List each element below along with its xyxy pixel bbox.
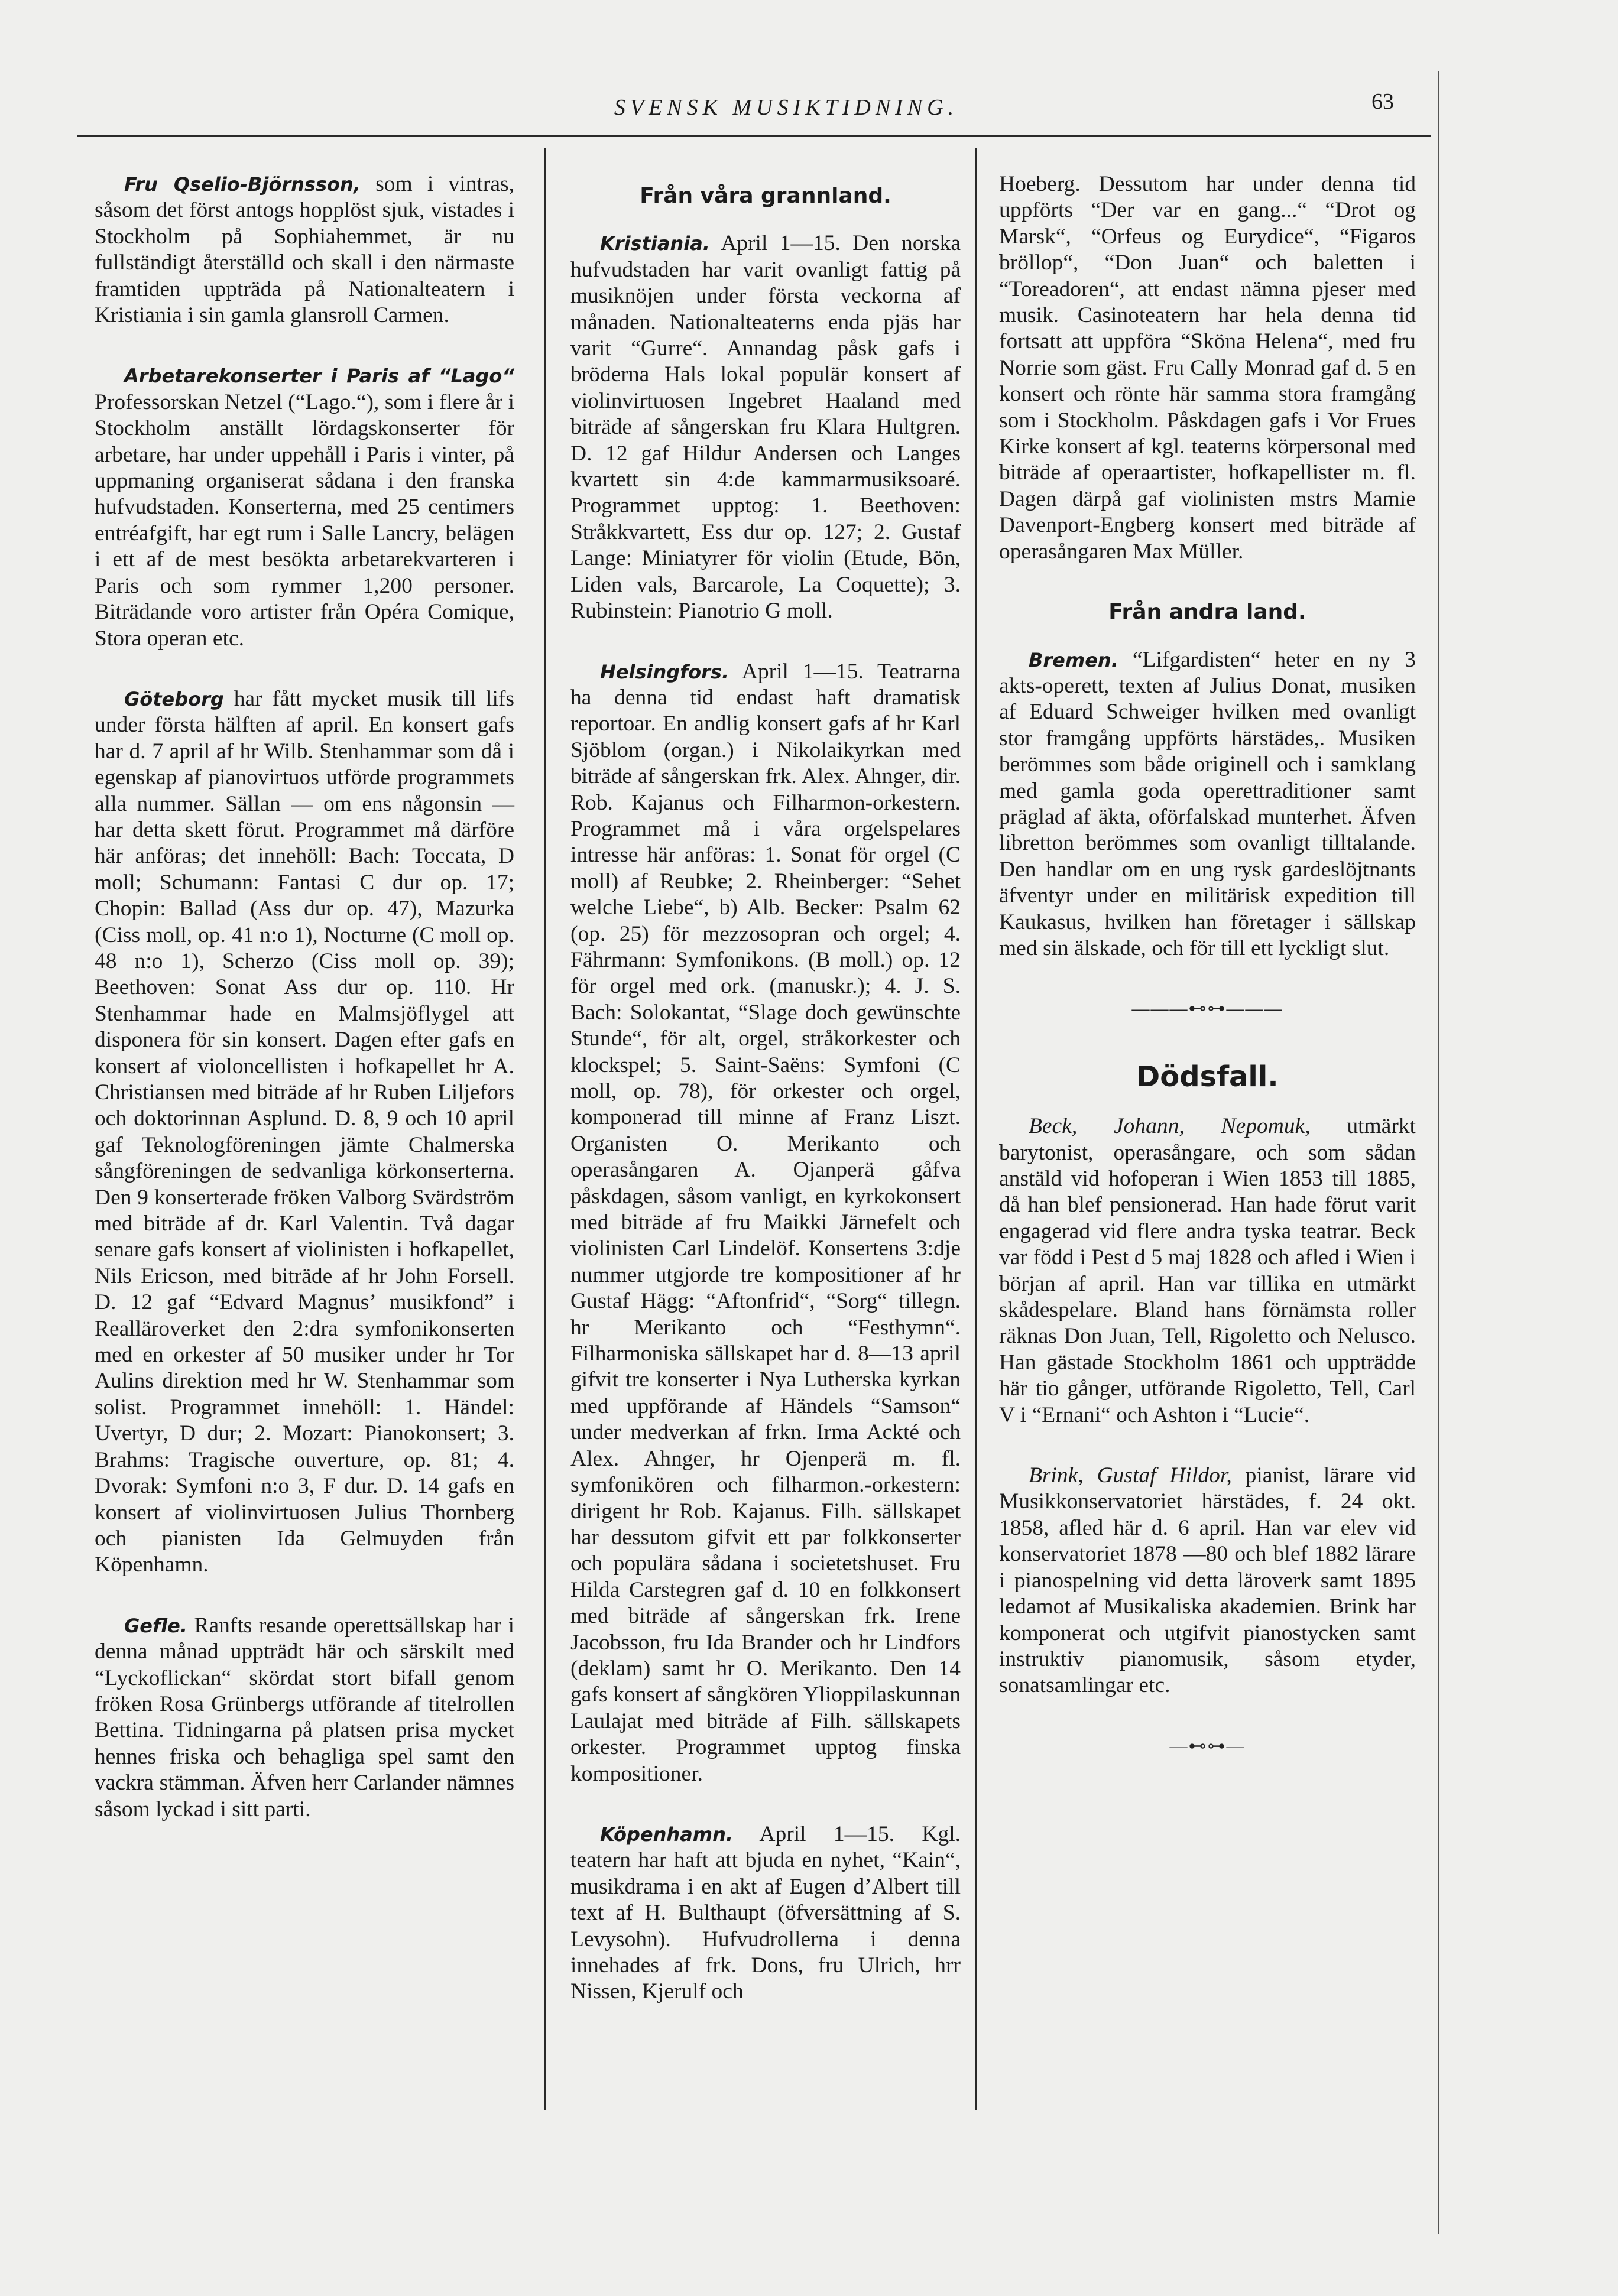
divider-ornament: ———⊷⊶——— (1131, 999, 1283, 1019)
obituary-name: Beck, Johann, Nepomuk, (1029, 1114, 1311, 1139)
obituary-beck (999, 1113, 1416, 1428)
section-heading-andra-land: Från andra land. (1108, 600, 1306, 625)
news-item-qselio (95, 171, 514, 329)
item-lead: Helsingfors. (600, 660, 729, 683)
item-lead: Arbetarekonserter i Paris af “Lago“ (124, 365, 514, 388)
news-item-bremen (999, 647, 1416, 962)
news-item-gefle (95, 1613, 514, 1823)
right-border-rule (1438, 71, 1439, 2234)
column-middle (570, 183, 961, 2040)
item-lead: Fru Qselio-Björnsson, (124, 173, 361, 196)
end-ornament: —⊷⊶— (1169, 1736, 1246, 1756)
item-lead: Bremen. (1029, 648, 1118, 671)
column-left (95, 171, 514, 1857)
item-lead: Kristiania. (600, 232, 710, 255)
running-title: SVENSK MUSIKTIDNING. (614, 95, 959, 120)
item-lead: Göteborg (124, 687, 224, 710)
item-text: Professorskan Netzel (“Lago.“), som i flere år i Stockholm anställt lördagskonserter för arbetare, har under uppehåll i Paris i vinter, på uppmaning organiserat sådana i den franska hufvudstaden. Konserterna, med 25 centimers entréafgift, har egt rum i Salle Lancry, belägen i ett af de mest besökta arbetarekvarteren i Paris och som rymmer 1,200 personer. Biträdande voro artister från Opéra Comique, Stora operan etc. (95, 389, 514, 651)
obituary-text: pianist, lärare vid Musikkonservatoriet härstädes, f. 24 okt. 1858, afled här d. 6 april. Han var elev vid konservatoriet 1878 —80 och blef 1882 lärare i pianospelning vid detta läroverk samt 1895 ledamot af Musikaliska akademien. Brink har komponerat och utgifvit pianostycken samt instruktiv pianomusik, såsom etyder, sonatsamlingar etc. (999, 1463, 1416, 1698)
kopenhamn-continuation: Hoeberg. Dessutom har under denna tid uppförts “Der var en gang...“ “Drot og Marsk“, “Orfeus og Eurydice“, “Figaros bröllop“, “Don Juan“ och baletten i “Toreadoren“, att endast nämna pjeser med musik. Casinoteatern har hela denna tid fortsatt att uppföra “Sköna Helena“, med fru Norrie som gäst. Fru Cally Monrad gaf d. 5 en konsert och rönte här samma stora framgång som i Stockholm. Påskdagen gafs i Vor Frues Kirke konsert af kgl. teaterns körpersonal med biträde af operaartister, hofkapellister m. fl. Dagen därpå gaf violinisten mstrs Mamie Davenport-Engberg konsert med biträde af operasångaren Max Müller. (999, 172, 1416, 564)
item-text: April 1—15. Kgl. teatern har haft att bjuda en nyhet, “Kain“, musikdrama i en akt af Eugen d’Albert till text af H. Bulthaupt (öfversättning af S. Levysohn). Hufvudrollerna i denna innehades af frk. Dons, fru Ulrich, hrr Nissen, Kjerulf och (570, 1821, 961, 2004)
item-lead: Köpenhamn. (600, 1823, 734, 1846)
column-right (999, 171, 1416, 1801)
news-item-kristiania (570, 230, 961, 624)
item-text: Ranfts resande operettsällskap har i denna månad uppträdt här och särskilt med “Lyckoflickan“ skördat stort bifall genom fröken Rosa Grünbergs utförande af titelrollen Bettina. Tidningarna på platsen prisa mycket hennes friska och behagliga spel samt den vackra stämman. Äfven herr Carlander nämnes såsom lyckad i sitt parti. (95, 1613, 514, 1821)
item-text: som i vintras, såsom det först antogs hopplöst sjuk, vistades i Stockholm på Sophiahemmet, är nu fullständigt återställd och skall i den närmaste framtiden uppträda på Nationalteatern i Kristiania i sin gamla glansroll Carmen. (95, 172, 514, 328)
page-number: 63 (1371, 89, 1394, 114)
item-text: April 1—15. Den norska hufvudstaden har varit ovanligt fattig på musiknöjen under första veckorna af månaden. Nationalteaterns enda pjäs har varit “Gurre“. Annandag påsk gafs i bröderna Hals lokal populär konsert af violinvirtuosen Ingebret Haaland med biträde af sångerskan fru Klara Hultgren. D. 12 gaf Hildur Andersen och Langes kvartett sin 4:de kammarmusiksoaré. Programmet upptog: 1. Beethoven: Stråkkvartett, Ess dur op. 127; 2. Gustaf Lange: Miniatyrer för violin (Etude, Bön, Liden vals, Barcarole, La Coquette); 3. Rubinstein: Pianotrio G moll. (570, 231, 961, 623)
column-divider-2 (975, 148, 977, 2110)
section-heading-dodsfall: Dödsfall. (1136, 1060, 1279, 1093)
news-item-arbetarekonserter (95, 363, 514, 651)
news-item-helsingfors (570, 659, 961, 1787)
news-item-kopenhamn (570, 1821, 961, 2005)
item-lead: Gefle. (124, 1614, 188, 1637)
obituary-text: utmärkt barytonist, operasångare, och som sådan anstäld vid hofoperan i Wien 1853 till 1885, då han blef pensionerad. Han hade förut varit engagerad vid flere andra tyska teatrar. Beck var född i Pest d 5 maj 1828 och afled i Wien i början af april. Han var tillika en utmärkt skådespelare. Bland hans förnämsta roller räknas Don Juan, Tell, Rigoletto och Nelusco. Han gästade Stockholm 1861 och uppträdde här tio gånger, utförande Rigoletto, Tell, Carl V i “Ernani“ och Ashton i “Lucie“. (999, 1114, 1416, 1427)
column-divider-1 (544, 148, 546, 2110)
item-text: April 1—15. Teatrarna ha denna tid endast haft dramatisk reportoar. En andlig konsert gafs af hr Karl Sjöblom (organ.) i Nikolaikyrkan med biträde af sångerskan frk. Alex. Ahnger, dir. Rob. Kajanus och Filharmon-orkestern. Programmet må i våra orgelspelares intresse här anföras: 1. Sonat för orgel (C moll) af Reubke; 2. Rheinberger: “Sehet welche Liebe“, b) Alb. Becker: Psalm 62 (op. 25) för mezzosopran och orgel; 4. Fährmann: Symfonikons. (B moll.) op. 12 för orgel med ork. (manuskr.); 4. J. S. Bach: Solokantat, “Slage doch gewünschte Stunde“, för alt, orgel, stråkorkester och klockspel; 5. Saint-Saëns: Symfoni (C moll, op. 78), för orkester och orgel, komponerad till minne af Franz Liszt. Organisten O. Merikanto och operasångaren A. Ojanperä gåfva påskdagen, såsom vanligt, en kyrkokonsert med biträde af fru Maikki Järnefelt och violinisten Carl Lindelöf. Konsertens 3:dje nummer utgjorde tre kompositioner af hr Gustaf Hägg: “Aftonfrid“, “Sorg“ tillegn. hr Merikanto och “Festhymn“. Filharmoniska sällskapet har d. 8—13 april gifvit tre konserter i Nya Lutherska kyrkan med uppförande af Händels “Samson“ under medverkan af frkn. Irma Ackté och Alex. Ahnger, hr Ojenperä m. fl. symfonikören och filharmon.-orkestern: dirigent hr Rob. Kajanus. Filh. sällskapet har dessutom gifvit ett par folkkonserter och populära sådana i societetshuset. Fru Hilda Carstegren gaf d. 10 en folkkonsert med biträde af sångerskan frk. Irene Jacobsson, fru Ida Brander och hr Lindfors (deklam) samt hr O. Merikanto. Den 14 gafs konsert af sångkören Ylioppilaskunnan Laulajat med biträde af Filh. sällskapets orkester. Programmet upptog finska kompositioner. (570, 659, 961, 1786)
header-rule (77, 135, 1431, 137)
section-heading-grannland: Från våra grannland. (640, 184, 891, 208)
news-item-goteborg (95, 686, 514, 1579)
item-text: har fått mycket musik till lifs under första hälften af april. En konsert gafs har d. 7 april af hr Wilb. Stenhammar som då i egenskap af pianovirtuos utförde programmets alla nummer. Sällan — om ens någonsin — har detta skett förut. Programmet må därföre här anföras; det innehöll: Bach: Toccata, D moll; Schumann: Fantasi C dur op. 17; Chopin: Ballad (Ass dur op. 47), Mazurka (Ciss moll, op. 41 n:o 1), Nocturne (C moll op. 48 n:o 1), Scherzo (Ciss moll op. 39); Beethoven: Sonat Ass dur op. 110. Hr Stenhammar hade en Malmsjöflygel att disponera för sin konsert. Dagen efter gafs en konsert af violoncellisten i hofkapellet hr A. Christiansen med biträde af hr Ruben Liljefors och doktorinnan Asplund. D. 8, 9 och 10 april gaf Teknologföreningen jämte Chalmerska sångföreningen de sedvanliga körkonserterna. Den 9 konserterade fröken Valborg Svärdström med biträde af dr. Karl Valentin. Två dagar senare gafs konsert af violinisten i hofkapellet, Nils Ericson, med biträde af hr John Forsell. D. 12 gaf “Edvard Magnus’ musikfond” i Realläroverket den 2:dra symfonikonserten med en orkester af 50 musiker under hr Tor Aulins direktion med hr W. Stenhammar som solist. Programmet innehöll: 1. Händel: Uvertyr, D dur; 2. Mozart: Pianokonsert; 3. Brahms: Tragische ouverture, op. 81; 4. Dvorak: Symfoni n:o 3, F dur. D. 14 gafs en konsert af violinvirtuosen Julius Thornberg och pianisten Ida Gelmuyden från Köpenhamn. (95, 686, 514, 1577)
obituary-name: Brink, Gustaf Hildor, (1029, 1463, 1232, 1488)
obituary-brink (999, 1463, 1416, 1699)
item-text: “Lifgardisten“ heter en ny 3 akts-operett, texten af Julius Donat, musiken af Eduard Schweiger hvilken med ovanligt stor framgång uppförts härstädes,. Musiken berömmes som både originell och i samklang med gamla goda operettraditioner samt präglad af äkta, oförfalskad munterhet. Äfven libretton berömmes som ovanligt tilltalande. Den handlar om en ung rysk gardeslöjtnants äfventyr under en militärisk expedition till Kaukasus, hvilken han företager i sällskap med sin älskade, och för till ett lyckligt slut. (999, 647, 1416, 960)
